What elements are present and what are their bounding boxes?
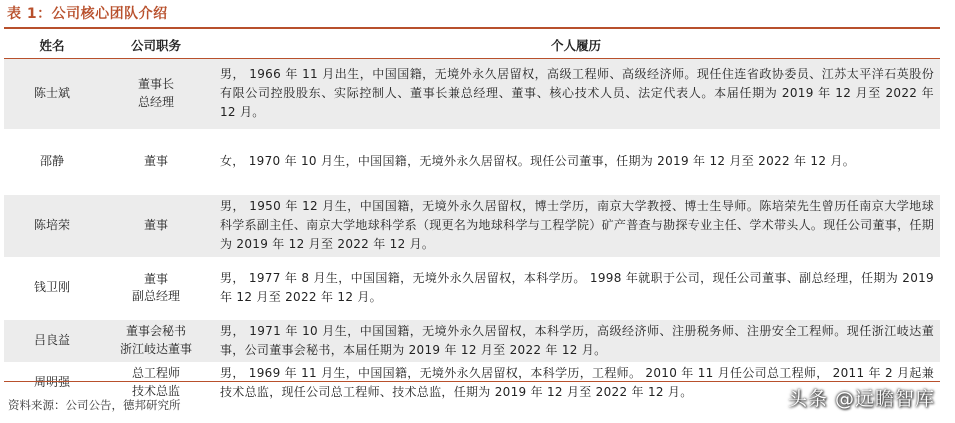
member-bio: 男， 1969 年 11 月生，中国国籍，无境外永久居留权，本科学历，工程师。 2010 年 11 月任公司总工程师， 2011 年 2 月起兼技术总监，现任公司总工程师、技术总监，任期为 2019 年 12 月至 2022 年 12 月。 [212,362,940,404]
table-bottom-divider [4,381,940,382]
role-line: 董事 [143,271,168,286]
table-row [4,257,940,320]
header-name: 姓名 [4,31,100,59]
member-name: 吕良益 [4,320,100,362]
role-line: 浙江岐达董事 [119,341,192,356]
member-bio: 男， 1950 年 12 月生，中国国籍，无境外永久居留权，博士学历，南京大学教授、博士生导师。陈培荣先生曾历任南京大学地球科学系副主任、南京大学地球科学系（现更名为地球科学与工程学院）矿产普查与勘探专业主任、学术带头人。现任公司董事，任期为 2019 年 12 月至 2022 年 12 月。 [212,195,940,257]
member-bio: 女， 1970 年 10 月生，中国国籍，无境外永久居留权。现任公司董事，任期为 2019 年 12 月至 2022 年 12 月。 [212,129,940,195]
header-role: 公司职务 [100,31,212,59]
member-role [100,320,212,362]
member-name: 钱卫刚 [4,257,100,320]
role-line: 副总经理 [131,289,180,303]
role-line: 董事 [143,217,168,232]
member-bio: 男， 1977 年 8 月生，中国国籍，无境外永久居留权，本科学历。 1998 年就职于公司，现任公司董事、副总经理，任期为 2019 年 12 月至 2022 年 12 月。 [212,257,940,320]
role-line: 董事 [143,153,168,168]
member-name: 陈培荣 [4,195,100,257]
member-role [100,129,212,195]
source-note: 资料来源：公司公告，德邦研究所 [8,398,181,412]
role-line: 技术总监 [131,383,180,398]
member-bio: 男， 1971 年 10 月生，中国国籍，无境外永久居留权，本科学历，高级经济师、注册税务师、注册安全工程师。现任浙江岐达董事，公司董事会秘书，本届任期为 2019 年 12 月至 2022 年 12 月。 [212,320,940,362]
role-line: 总工程师 [131,366,180,381]
member-name: 邵静 [4,129,100,195]
team-table [4,31,940,404]
member-role [100,195,212,257]
title-divider [4,27,940,29]
member-role [100,59,212,129]
watermark: 头条 @远瞻智库 [787,388,935,410]
table-row [4,195,940,257]
table-header-row [4,31,940,59]
table-row [4,320,940,362]
role-line: 总经理 [137,94,174,109]
header-bio: 个人履历 [212,31,940,59]
member-name: 陈士斌 [4,59,100,129]
role-line: 董事会秘书 [125,324,186,339]
member-role [100,257,212,320]
member-bio: 男， 1966 年 11 月出生，中国国籍，无境外永久居留权，高级工程师、高级经济师。现任住连省政协委员、江苏太平洋石英股份有限公司控股股东、实际控制人、董事长兼总经理、董事、核心技术人员、法定代表人。本届任期为 2019 年 12 月至 2022 年 12 月。 [212,59,940,129]
role-line: 董事长 [137,77,174,92]
table-title: 表 1：公司核心团队介绍 [7,6,168,22]
table-row [4,129,940,195]
table-row [4,59,940,129]
